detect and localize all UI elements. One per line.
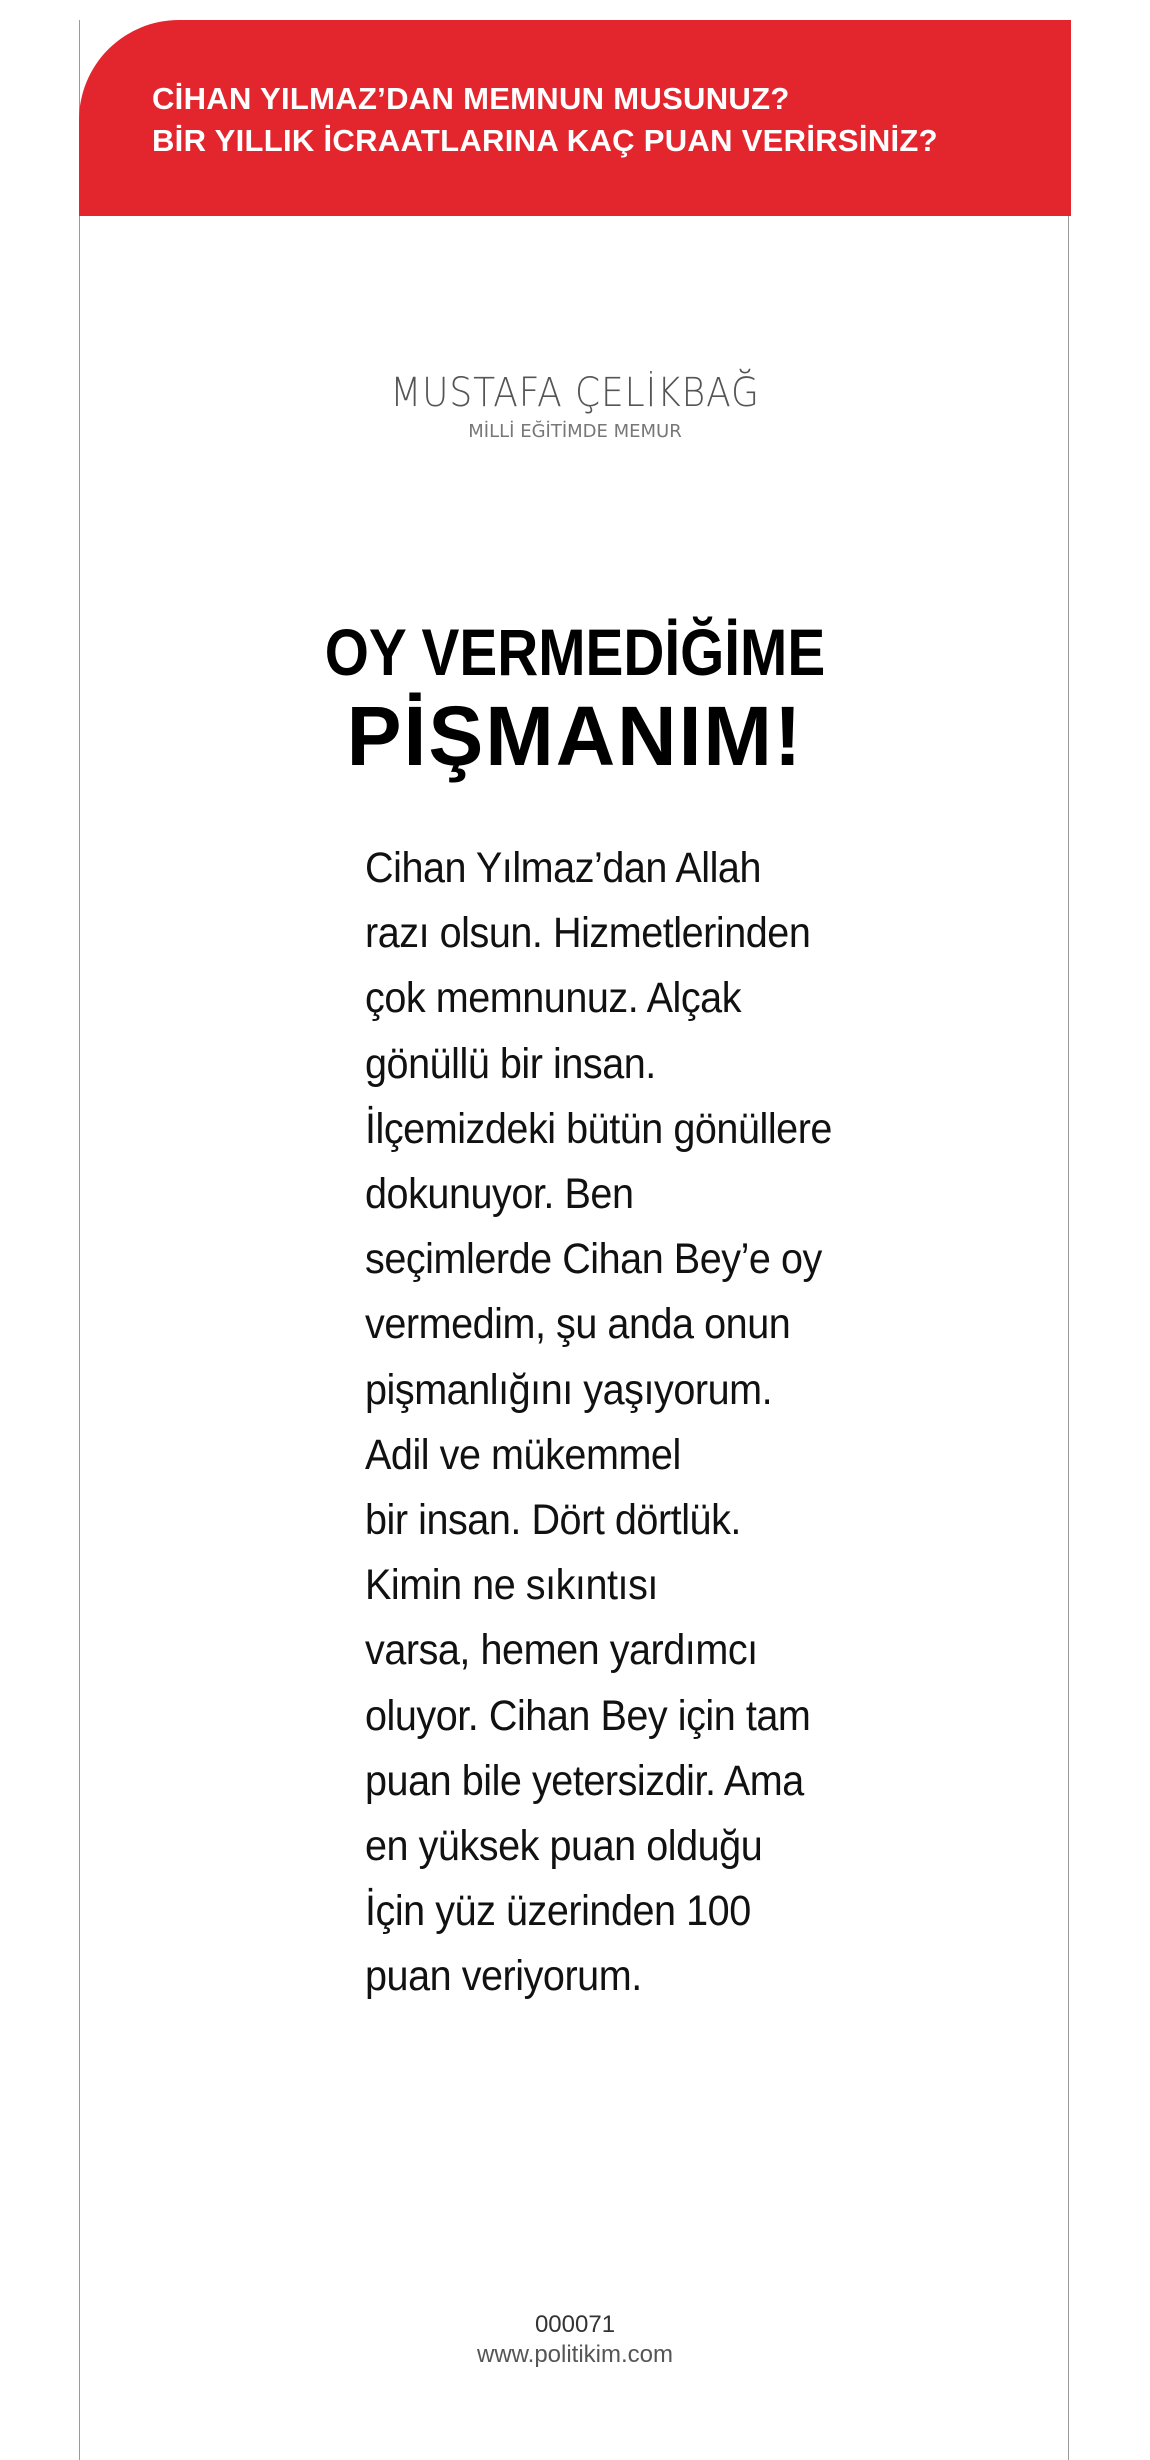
body-line: razı olsun. Hizmetlerinden xyxy=(365,909,811,958)
banner-question-line-2: BİR YILLIK İCRAATLARINA KAÇ PUAN VERİRSİNİZ? xyxy=(152,123,938,158)
banner-question-line-1: CİHAN YILMAZ’DAN MEMNUN MUSUNUZ? xyxy=(152,81,790,116)
footer xyxy=(0,2310,1150,2370)
body-line: seçimlerde Cihan Bey’e oy xyxy=(365,1235,822,1284)
body-line: İlçemizdeki bütün gönüllere xyxy=(365,1104,832,1153)
page-code: 000071 xyxy=(534,2311,616,2338)
testimonial-body xyxy=(365,836,885,2010)
body-line: vermedim, şu anda onun xyxy=(365,1300,791,1349)
body-line: varsa, hemen yardımcı xyxy=(365,1626,758,1675)
headline-line-1: OY VERMEDİĞİME xyxy=(324,615,826,689)
body-line: bir insan. Dört dörtlük. xyxy=(365,1496,741,1545)
website-url: www.politikim.com xyxy=(476,2341,674,2368)
body-line: dokunuyor. Ben xyxy=(365,1170,634,1219)
body-line: Cihan Yılmaz’dan Allah xyxy=(365,844,761,892)
body-line: oluyor. Cihan Bey için tam xyxy=(365,1691,811,1740)
headline xyxy=(0,613,1150,781)
author-role: MİLLİ EĞİTİMDE MEMUR xyxy=(468,421,682,442)
question-banner xyxy=(79,20,1071,216)
author-block xyxy=(0,368,1150,444)
body-line: pişmanlığını yaşıyorum. xyxy=(365,1365,773,1414)
body-line: Adil ve mükemmel xyxy=(365,1430,681,1479)
headline-line-2: PİŞMANIM! xyxy=(346,689,804,783)
body-line: en yüksek puan olduğu xyxy=(365,1822,763,1871)
body-line: puan bile yetersizdir. Ama xyxy=(365,1756,804,1805)
body-line: puan veriyorum. xyxy=(365,1952,642,2001)
body-line: İçin yüz üzerinden 100 xyxy=(365,1887,751,1936)
body-line: gönüllü bir insan. xyxy=(365,1039,656,1088)
author-name: MUSTAFA ÇELİKBAĞ xyxy=(390,370,760,416)
body-line: Kimin ne sıkıntısı xyxy=(365,1561,658,1610)
body-line: çok memnunuz. Alçak xyxy=(365,974,742,1023)
